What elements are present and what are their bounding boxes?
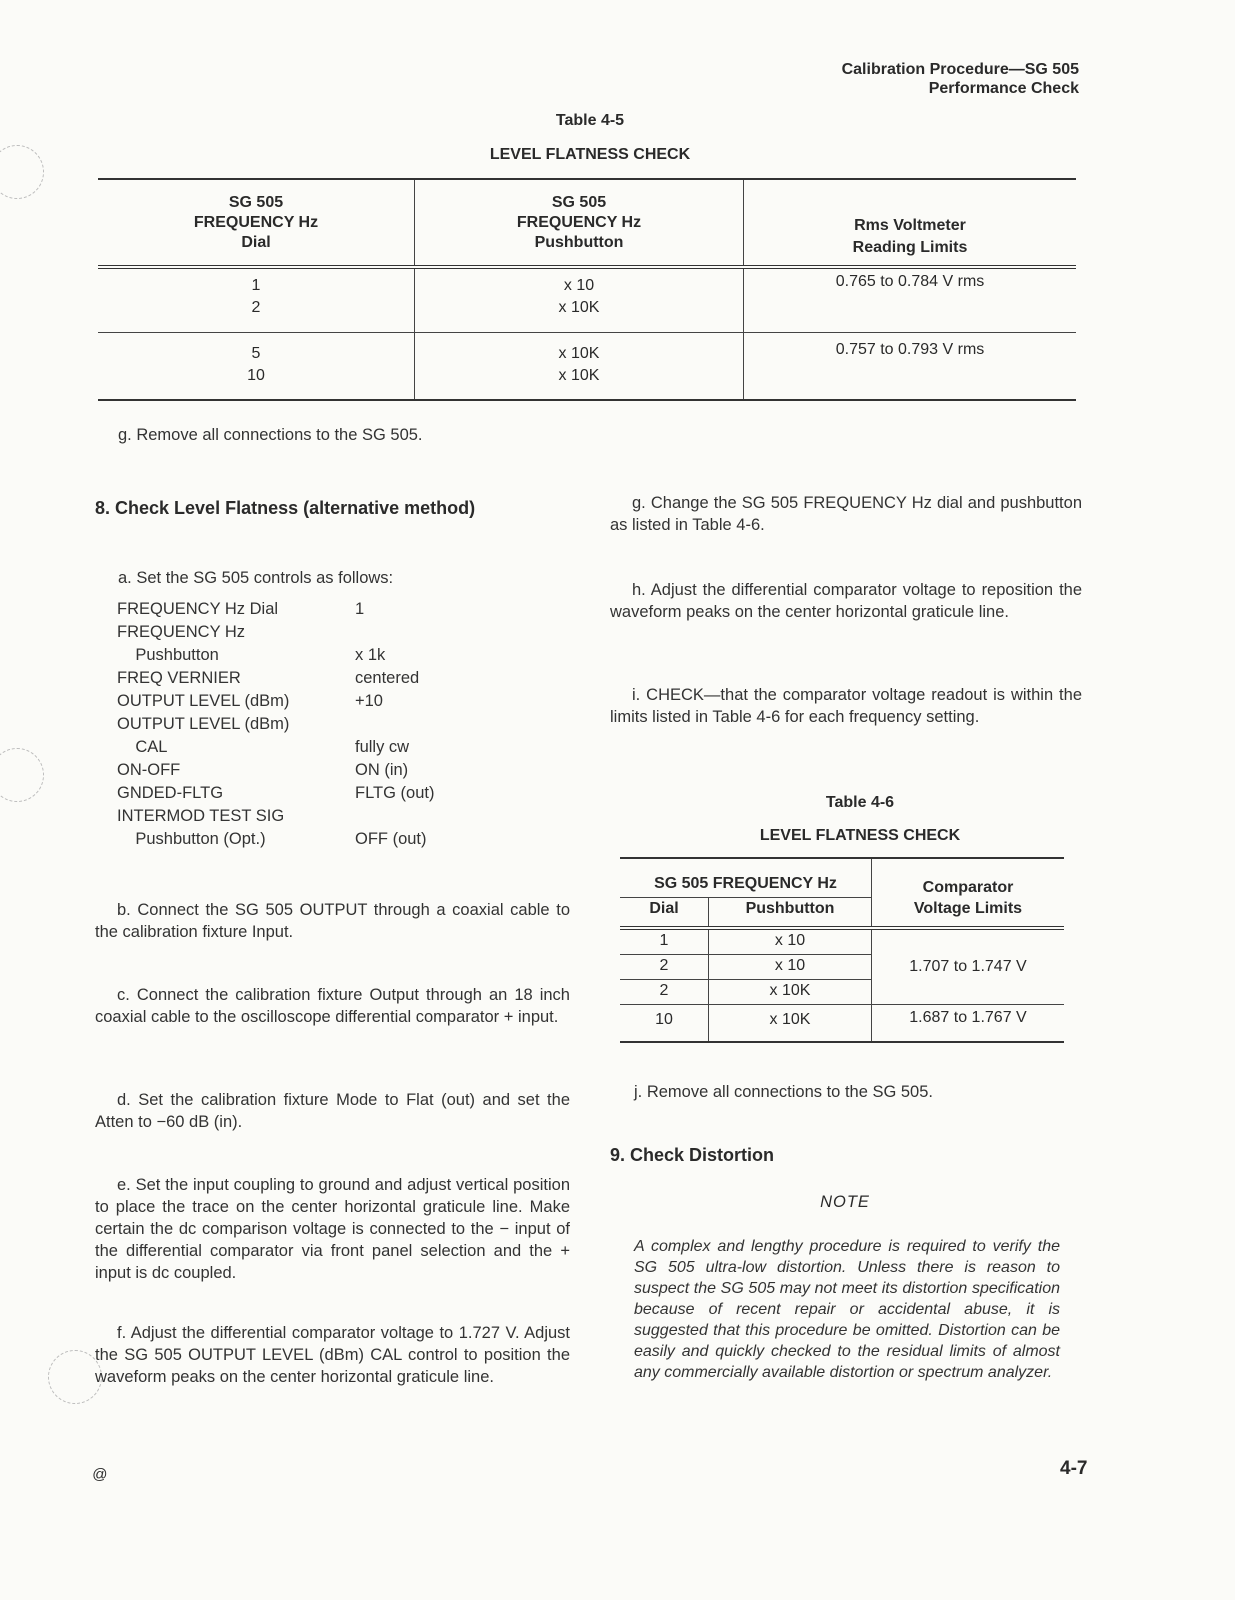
table-row [98,333,1076,401]
settings-row [117,692,434,715]
setting-value: centered [355,669,420,687]
table-cell [415,267,744,333]
table-4-6-title: LEVEL FLATNESS CHECK [759,827,961,844]
note-label: NOTE [820,1193,870,1211]
setting-control: FREQUENCY Hz Dial [117,600,279,618]
page-number: 4-7 [1060,1458,1088,1479]
settings-row [117,738,434,761]
dial-value: 2 [620,980,709,1005]
table-4-6 [620,857,1064,1043]
settings-table [117,600,434,853]
dial-value: 10 [247,367,265,384]
pushbutton-value: x 10K [709,1005,872,1043]
setting-control: ON-OFF [117,761,181,779]
dial-value: 10 [620,1005,709,1043]
table-4-6-header-dial: Dial [620,898,709,929]
setting-value: OFF (out) [355,830,427,848]
step-h: h. Adjust the differential comparator voltage to reposition the waveform peaks on the center horizontal graticule line. [610,581,1082,621]
setting-value: 1 [355,600,365,618]
settings-row [117,830,434,853]
settings-row [117,784,434,807]
setting-value [355,623,434,646]
setting-control: Pushbutton (Opt.) [117,830,266,848]
dial-value: 5 [251,345,261,362]
dial-value: 2 [251,299,261,316]
setting-control: FREQUENCY Hz [117,623,246,641]
table-4-6-label: Table 4-6 [825,794,895,811]
table-4-5-header-limits [744,179,1077,267]
dial-value: 1 [251,277,261,294]
section-8-heading: 8. Check Level Flatness (alternative method) [95,498,476,518]
header-text: FREQUENCY Hz [516,213,642,231]
settings-row [117,669,434,692]
table-4-5-title: LEVEL FLATNESS CHECK [489,146,691,163]
setting-control: FREQ VERNIER [117,669,241,687]
table-row [620,1005,1064,1043]
step-j: j. Remove all connections to the SG 505. [634,1083,933,1101]
table-4-5-header-push [415,179,744,267]
step-i: i. CHECK—that the comparator voltage readout is within the limits listed in Table 4-6 for each frequency setting. [610,686,1082,726]
step-a: a. Set the SG 505 controls as follows: [118,569,394,587]
table-row [98,267,1076,333]
settings-row [117,646,434,669]
pushbutton-value: x 10 [709,955,872,980]
setting-value: fully cw [355,738,410,756]
setting-value: +10 [355,692,383,710]
settings-row [117,807,434,830]
table-cell [98,267,415,333]
table-4-5-label: Table 4-5 [555,112,625,129]
setting-value: x 1k [355,646,386,664]
table-cell [98,333,415,401]
binder-hole [48,1350,102,1404]
settings-row [117,600,434,623]
step-d: d. Set the calibration fixture Mode to Flat (out) and set the Atten to −60 dB (in). [95,1091,570,1131]
dial-value: 1 [620,928,709,955]
header-text: SG 505 [551,193,607,211]
settings-row [117,715,434,738]
header-text: Dial [241,233,271,251]
section-9-heading: 9. Check Distortion [610,1145,775,1165]
setting-value [355,715,434,738]
header-text: Rms Voltmeter [854,217,966,234]
pushbutton-value: x 10 [563,277,595,294]
table-cell [415,333,744,401]
step-g: g. Change the SG 505 FREQUENCY Hz dial and pushbutton as listed in Table 4-6. [610,494,1082,534]
note-text: A complex and lengthy procedure is required to verify the SG 505 ultra-low distortion. Unless there is reason to suspect the SG 505 may not meet its distortion specification because of recent repair or accidental abuse, it is suggested that this procedure be omitted. Distortion can be easily and quickly checked to the residual limits of almost any commercially available distortion or spectrum analyzer. [634,1238,1060,1381]
limit-value: 1.687 to 1.767 V [909,1009,1027,1026]
settings-row [117,761,434,784]
step-c: c. Connect the calibration fixture Output through an 18 inch coaxial cable to the oscilloscope differential comparator + input. [95,986,570,1026]
step-e: e. Set the input coupling to ground and adjust vertical position to place the trace on the center horizontal graticule line. Make certain the dc comparison voltage is connected to the − input of the differential comparator via front panel selection and the + input is dc coupled. [95,1176,570,1282]
setting-control: OUTPUT LEVEL (dBm) [117,692,290,710]
table-4-5-header-dial [98,179,415,267]
dial-value: 2 [620,955,709,980]
table-4-6-header-push: Pushbutton [709,898,872,929]
binder-hole [0,748,44,802]
header-line2: Performance Check [928,80,1079,97]
header-line1: Calibration Procedure—SG 505 [841,61,1079,78]
table-row [620,928,1064,955]
header-text: Comparator [922,879,1014,896]
pushbutton-value: x 10K [558,367,600,384]
pushbutton-value: x 10 [709,928,872,955]
header-text: Pushbutton [534,233,624,251]
step-f: f. Adjust the differential comparator voltage to 1.727 V. Adjust the SG 505 OUTPUT LEVEL (dBm) CAL control to position the waveform peaks on the center horizontal graticule line. [95,1324,570,1386]
table-4-5 [98,178,1076,401]
settings-row [117,623,434,646]
limit-value: 0.757 to 0.793 V rms [835,341,985,358]
setting-value: ON (in) [355,761,409,779]
limit-value: 1.707 to 1.747 V [872,928,1065,1005]
pushbutton-value: x 10K [558,345,600,362]
binder-hole [0,145,44,199]
pushbutton-value: x 10K [709,980,872,1005]
setting-value: FLTG (out) [355,784,435,802]
setting-control: GNDED-FLTG [117,784,224,802]
running-header [842,60,1079,98]
table-4-6-group-header: SG 505 FREQUENCY Hz [620,858,872,898]
step-g-remove: g. Remove all connections to the SG 505. [118,426,423,444]
pushbutton-value: x 10K [558,299,600,316]
header-text: Voltage Limits [913,900,1023,917]
setting-control: OUTPUT LEVEL (dBm) [117,715,290,733]
setting-control: CAL [117,738,168,756]
header-text: Reading Limits [852,239,968,256]
footer-mark: @ [92,1466,108,1483]
setting-control: INTERMOD TEST SIG [117,807,285,825]
setting-value [355,807,434,830]
header-text: FREQUENCY Hz [193,213,319,231]
limit-value: 0.765 to 0.784 V rms [835,273,985,290]
header-text: SG 505 [228,193,284,211]
step-b: b. Connect the SG 505 OUTPUT through a coaxial cable to the calibration fixture Input. [95,901,570,941]
setting-control: Pushbutton [117,646,219,664]
table-4-6-header-limits [872,858,1065,928]
binder-edge [0,0,40,1600]
